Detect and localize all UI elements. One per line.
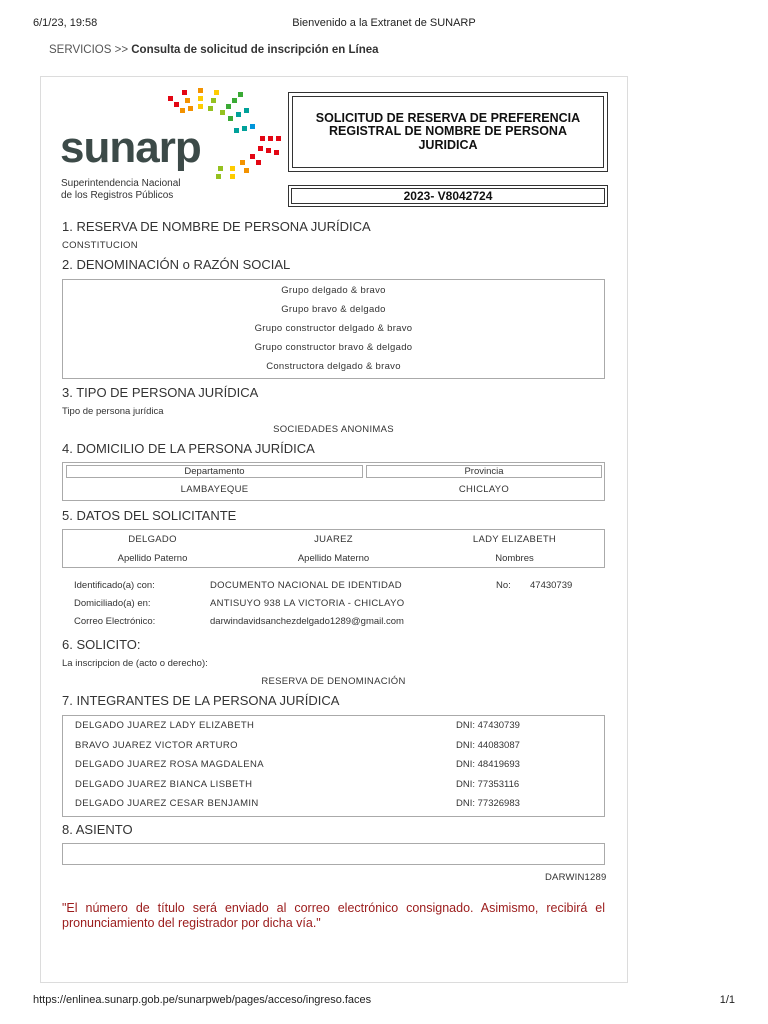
member-name: DELGADO JUAREZ ROSA MAGDALENA: [75, 759, 264, 770]
section-6-title: 6. SOLICITO:: [62, 637, 141, 652]
logo-wordmark: sunarp: [60, 123, 201, 172]
solicito-value: RESERVA DE DENOMINACIÓN: [261, 676, 406, 687]
breadcrumb: [49, 44, 379, 56]
name-option-2: Grupo bravo & delgado: [281, 304, 386, 315]
member-dni: DNI: 48419693: [456, 759, 520, 770]
section-1-title: 1. RESERVA DE NOMBRE DE PERSONA JURÍDICA: [62, 219, 371, 234]
member-name: BRAVO JUAREZ VICTOR ARTURO: [75, 740, 238, 751]
request-number-box: [288, 185, 608, 207]
logo-tagline-1: Superintendencia Nacional: [61, 178, 181, 189]
no-value: 47430739: [530, 580, 573, 591]
id-label: Identificado(a) con:: [74, 580, 155, 591]
name-option-4: Grupo constructor bravo & delgado: [254, 342, 413, 353]
member-dni: DNI: 77326983: [456, 798, 520, 809]
section-2-title: 2. DENOMINACIÓN o RAZÓN SOCIAL: [62, 257, 291, 272]
member-name: DELGADO JUAREZ BIANCA LISBETH: [75, 779, 253, 790]
name-option-5: Constructora delgado & bravo: [266, 361, 401, 372]
logo-tagline-2: de los Registros Públicos: [61, 190, 174, 201]
nombres-label: Nombres: [495, 553, 534, 564]
print-date: 6/1/23, 19:58: [33, 17, 98, 29]
tipo-value: SOCIEDADES ANONIMAS: [273, 424, 394, 435]
member-name: DELGADO JUAREZ LADY ELIZABETH: [75, 720, 255, 731]
departamento-value: LAMBAYEQUE: [180, 484, 249, 495]
member-dni: DNI: 44083087: [456, 740, 520, 751]
sunarp-logo: [60, 86, 285, 212]
breadcrumb-current: Consulta de solicitud de inscripción en Línea: [131, 44, 379, 56]
member-dni: DNI: 47430739: [456, 720, 520, 731]
section-3-title: 3. TIPO DE PERSONA JURÍDICA: [62, 385, 259, 400]
no-label: No:: [496, 580, 511, 591]
member-name: DELGADO JUAREZ CESAR BENJAMIN: [75, 798, 259, 809]
id-value: DOCUMENTO NACIONAL DE IDENTIDAD: [210, 580, 402, 591]
name-option-3: Grupo constructor delgado & bravo: [254, 323, 413, 334]
solicito-label: La inscripcion de (acto o derecho):: [62, 658, 208, 669]
section-5-title: 5. DATOS DEL SOLICITANTE: [62, 508, 237, 523]
apellido-materno: JUAREZ: [314, 534, 353, 545]
notice-text: "El número de título será enviado al correo electrónico consignado. Asimismo, recibirá el pronunciamiento del registrador por dicha vía.": [62, 901, 605, 930]
email-value: darwindavidsanchezdelgado1289@gmail.com: [210, 616, 404, 627]
form-title: SOLICITUD DE RESERVA DE PREFERENCIA REGISTRAL DE NOMBRE DE PERSONA JURIDICA: [292, 96, 604, 168]
request-number: 2023- V8042724: [291, 188, 605, 204]
section-8-title: 8. ASIENTO: [62, 822, 133, 837]
print-page-number: 1/1: [719, 994, 735, 1006]
section-7-title: 7. INTEGRANTES DE LA PERSONA JURÍDICA: [62, 693, 340, 708]
breadcrumb-root[interactable]: SERVICIOS >>: [49, 44, 129, 56]
apellido-paterno-label: Apellido Paterno: [117, 553, 188, 564]
section-4-title: 4. DOMICILIO DE LA PERSONA JURÍDICA: [62, 441, 315, 456]
form-title-box: [288, 92, 608, 172]
asiento-box: [62, 843, 605, 865]
logo-sunburst-icon: [160, 86, 285, 186]
apellido-materno-label: Apellido Materno: [297, 553, 370, 564]
provincia-value: CHICLAYO: [458, 484, 510, 495]
member-dni: DNI: 77353116: [456, 779, 520, 790]
departamento-header: Departamento: [66, 465, 363, 478]
tipo-label: Tipo de persona jurídica: [62, 406, 164, 417]
reserva-type: CONSTITUCION: [62, 240, 138, 251]
domicilio-label: Domiciliado(a) en:: [74, 598, 151, 609]
user-code: DARWIN1289: [545, 872, 607, 883]
provincia-header: Provincia: [366, 465, 602, 478]
apellido-paterno: DELGADO: [128, 534, 177, 545]
domicilio-value: ANTISUYO 938 LA VICTORIA - CHICLAYO: [210, 598, 405, 609]
print-page-title: Bienvenido a la Extranet de SUNARP: [292, 17, 476, 29]
nombres: LADY ELIZABETH: [472, 534, 557, 545]
print-url: https://enlinea.sunarp.gob.pe/sunarpweb/pages/acceso/ingreso.faces: [33, 994, 372, 1006]
email-label: Correo Electrónico:: [74, 616, 156, 627]
name-option-1: Grupo delgado & bravo: [281, 285, 386, 296]
